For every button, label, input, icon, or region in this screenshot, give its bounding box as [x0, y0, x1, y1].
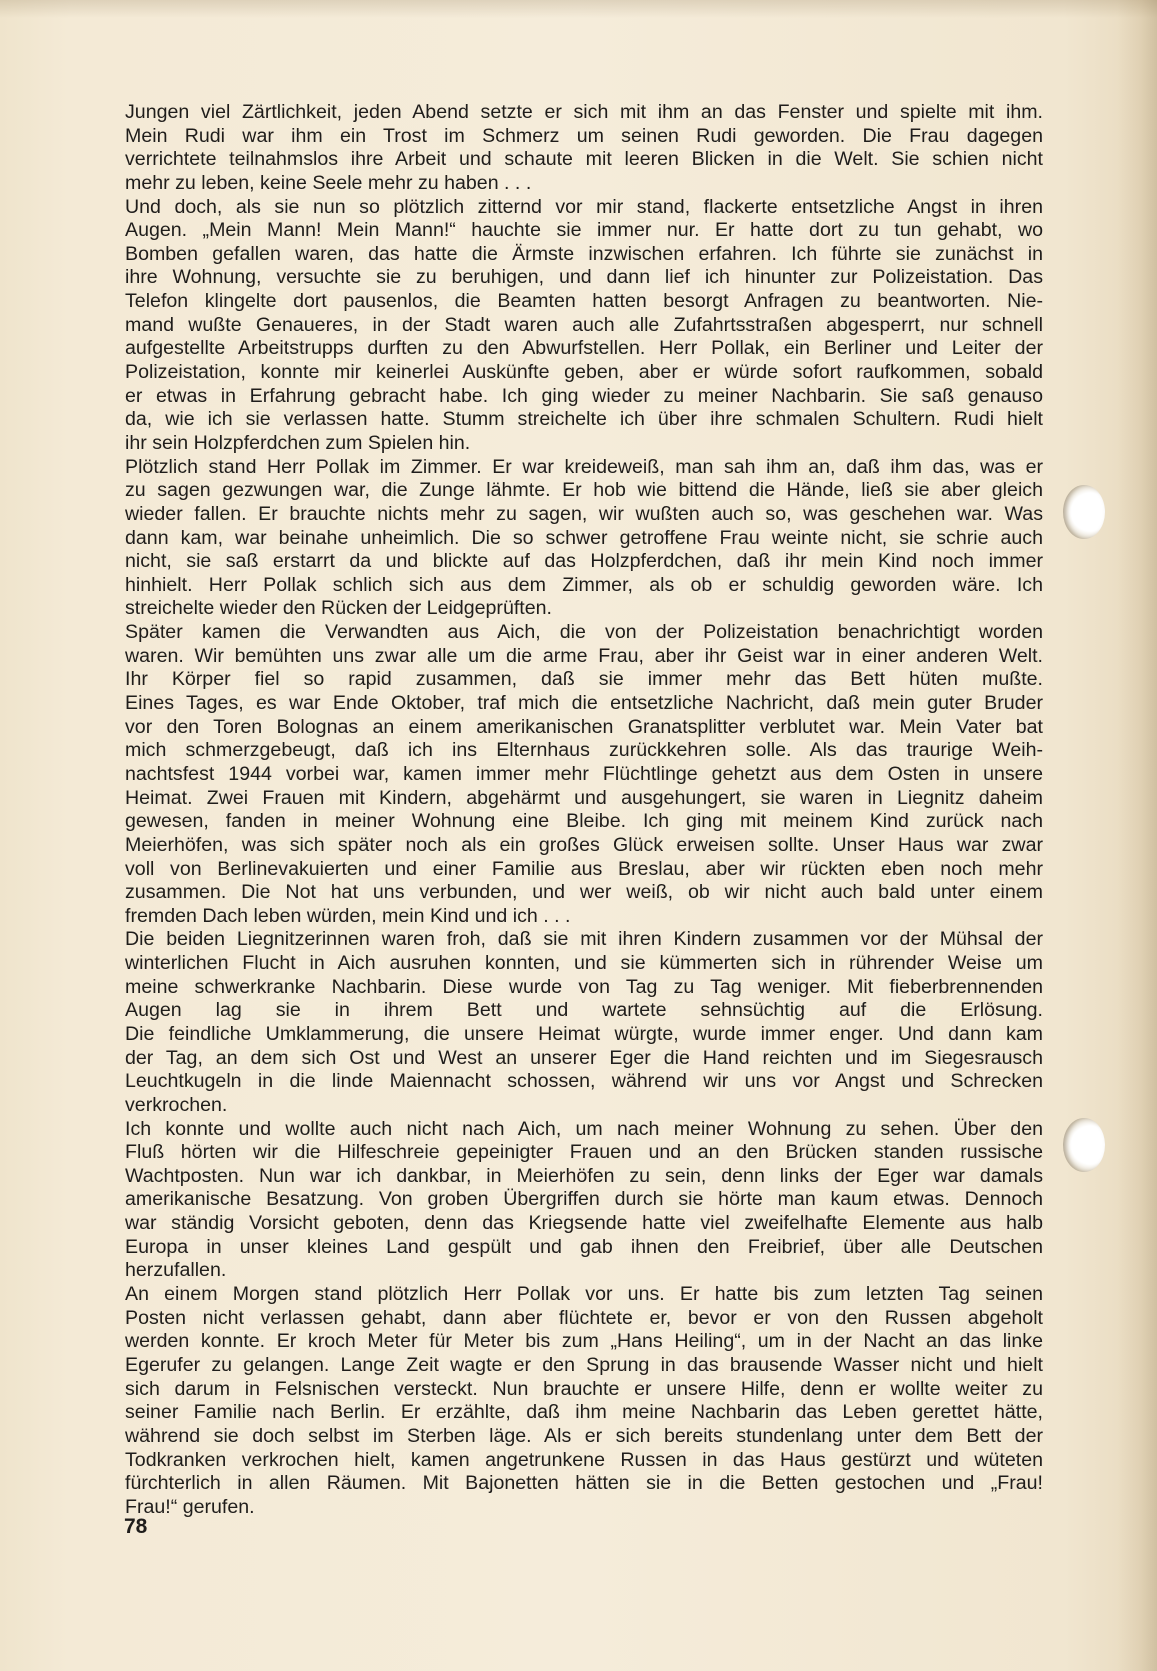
text-line: hinhielt. Herr Pollak schlich sich aus dem Zimmer, als ob er schuldig geworden wäre. Ich: [125, 573, 1043, 596]
text-line: sich darum in Felsnischen versteckt. Nun brauchte er unsere Hilfe, denn er wollte weiter zu: [125, 1377, 1043, 1400]
text-line: er etwas in Erfahrung gebracht habe. Ich ging wieder zu meiner Nachbarin. Sie saß genauso: [125, 384, 1043, 407]
text-line: nicht, sie saß erstarrt da und blickte auf das Holzpferdchen, daß ihr mein Kind noch immer: [125, 550, 1043, 573]
page-edge-shadow-right: [1117, 0, 1157, 1671]
text-line: werden konnte. Er kroch Meter für Meter bis zum „Hans Heiling“, um in der Nacht an das linke: [125, 1330, 1043, 1353]
text-line: meine schwerkranke Nachbarin. Diese wurde von Tag zu Tag weniger. Mit fieberbrennenden: [125, 975, 1043, 998]
text-line: Die feindliche Umklammerung, die unsere Heimat würgte, wurde immer enger. Und dann kam: [125, 1022, 1043, 1045]
text-line: Ihr Körper fiel so rapid zusammen, daß sie immer mehr das Bett hüten mußte.: [125, 668, 1043, 691]
punch-hole-upper: [1063, 485, 1105, 539]
text-line: mand wußte Genaueres, in der Stadt waren auch alle Zufahrtsstraßen abgesperrt, nur schnell: [125, 313, 1043, 336]
text-line: aufgestellte Arbeitstrupps durften zu den Abwurfstellen. Herr Pollak, ein Berliner und Leiter der: [125, 337, 1043, 360]
text-line: voll von Berlinevakuierten und einer Familie aus Breslau, aber wir rückten eben noch mehr: [125, 857, 1043, 880]
body-text: [125, 101, 1043, 1519]
text-line: An einem Morgen stand plötzlich Herr Pollak vor uns. Er hatte bis zum letzten Tag seinen: [125, 1283, 1043, 1306]
text-line: Telefon klingelte dort pausenlos, die Beamten hatten besorgt Anfragen zu beantworten. Nie-: [125, 290, 1043, 313]
text-line: mich schmerzgebeugt, daß ich ins Elternhaus zurückkehren solle. Als das traurige Weih-: [125, 739, 1043, 762]
text-line: wieder fallen. Er brauchte nichts mehr zu sagen, wir wußten auch so, was geschehen war. Was: [125, 502, 1043, 525]
text-line: Plötzlich stand Herr Pollak im Zimmer. Er war kreideweiß, man sah ihm an, daß ihm das, was er: [125, 455, 1043, 478]
text-line: ihre Wohnung, versuchte sie zu beruhigen, und dann lief ich hinunter zur Polizeistation. Das: [125, 266, 1043, 289]
text-line: Eines Tages, es war Ende Oktober, traf mich die entsetzliche Nachricht, daß mein guter Bruder: [125, 692, 1043, 715]
text-line: dann kam, war beinahe unheimlich. Die so schwer getroffene Frau weinte nicht, sie schrie auch: [125, 526, 1043, 549]
text-line: Heimat. Zwei Frauen mit Kindern, abgehärmt und ausgehungert, sie waren in Liegnitz daheim: [125, 786, 1043, 809]
text-line: Ich konnte und wollte auch nicht nach Aich, um nach meiner Wohnung zu sehen. Über den: [125, 1117, 1043, 1140]
text-line: Später kamen die Verwandten aus Aich, die von der Polizeistation benachrichtigt worden: [125, 621, 1043, 644]
text-line: herzufallen.: [125, 1259, 227, 1282]
text-line: Augen. „Mein Mann! Mein Mann!“ hauchte sie immer nur. Er hatte dort zu tun gehabt, wo: [125, 219, 1043, 242]
text-line: waren. Wir bemühten uns zwar alle um die arme Frau, aber ihr Geist war in einer anderen Welt.: [125, 644, 1043, 667]
text-line: verrichtete teilnahmslos ihre Arbeit und schaute mit leeren Blicken in die Welt. Sie schien nicht: [125, 148, 1043, 171]
text-line: war ständig Vorsicht geboten, denn das Kriegsende hatte viel zweifelhafte Elemente aus halb: [125, 1212, 1043, 1235]
text-line: nachtsfest 1944 vorbei war, kamen immer mehr Flüchtlinge gehetzt aus dem Osten in unsere: [125, 762, 1043, 785]
text-line: Egerufer zu gelangen. Lange Zeit wagte er den Sprung in das brausende Wasser nicht und hielt: [125, 1353, 1043, 1376]
text-line: Die beiden Liegnitzerinnen waren froh, daß sie mit ihren Kindern zusammen vor der Mühsal der: [125, 928, 1043, 951]
text-line: Meierhöfen, was sich später noch als ein großes Glück erweisen sollte. Unser Haus war zwar: [125, 833, 1043, 856]
text-line: amerikanische Besatzung. Von groben Übergriffen durch sie hörte man kaum etwas. Dennoch: [125, 1188, 1043, 1211]
text-line: Bomben gefallen waren, das hatte die Ärmste inzwischen erfahren. Ich führte sie zunächst in: [125, 242, 1043, 265]
text-line: Wachtposten. Nun war ich dankbar, in Meierhöfen zu sein, denn links der Eger war damals: [125, 1164, 1043, 1187]
text-line: Augen lag sie in ihrem Bett und wartete sehnsüchtig auf die Erlösung.: [125, 999, 1043, 1022]
text-line: zusammen. Die Not hat uns verbunden, und wer weiß, ob wir nicht auch bald unter einem: [125, 881, 1043, 904]
text-line: Todkranken verkrochen hielt, kamen angetrunkene Russen in das Haus gestürzt und wüteten: [125, 1448, 1043, 1471]
text-line: Mein Rudi war ihm ein Trost im Schmerz um seinen Rudi geworden. Die Frau dagegen: [125, 124, 1043, 147]
text-line: Und doch, als sie nun so plötzlich zitternd vor mir stand, flackerte entsetzliche Angst in ihren: [125, 195, 1043, 218]
text-line: der Tag, an dem sich Ost und West an unserer Eger die Hand reichten und im Siegesrausch: [125, 1046, 1043, 1069]
text-line: Polizeistation, konnte mir keinerlei Auskünfte geben, aber er würde sofort raufkommen, sobald: [125, 361, 1043, 384]
text-line: Europa in unser kleines Land gespült und gab ihnen den Freibrief, über alle Deutschen: [125, 1235, 1043, 1258]
text-line: winterlichen Flucht in Aich ausruhen konnten, und sie kümmerten sich in rührender Weise um: [125, 952, 1043, 975]
text-line: Jungen viel Zärtlichkeit, jeden Abend setzte er sich mit ihm an das Fenster und spielte mit ihm.: [125, 101, 1043, 123]
text-line: Leuchtkugeln in die linde Maiennacht schossen, während wir uns vor Angst und Schrecken: [125, 1070, 1043, 1093]
text-line: ihr sein Holzpferdchen zum Spielen hin.: [125, 431, 471, 454]
text-line: fremden Dach leben würden, mein Kind und ich . . .: [125, 904, 571, 927]
text-line: da, wie ich sie verlassen hatte. Stumm streichelte ich über ihre schmalen Schultern. Rudi hielt: [125, 408, 1043, 431]
page-edge-shadow-top: [0, 0, 1157, 18]
text-line: gewesen, fanden in meiner Wohnung eine Bleibe. Ich ging mit meinem Kind zurück nach: [125, 810, 1043, 833]
text-line: vor den Toren Bolognas an einem amerikanischen Granatsplitter verblutet war. Mein Vater bat: [125, 715, 1043, 738]
text-line: mehr zu leben, keine Seele mehr zu haben . . .: [125, 171, 532, 194]
text-line: während sie doch selbst im Sterben läge. Als er sich bereits stundenlang unter dem Bett der: [125, 1424, 1043, 1447]
text-line: seiner Familie nach Berlin. Er erzählte, daß ihm meine Nachbarin das Leben gerettet hätte,: [125, 1401, 1043, 1424]
text-line: zu sagen gezwungen war, die Zunge lähmte. Er hob wie bittend die Hände, ließ sie aber gleich: [125, 479, 1043, 502]
text-line: Posten nicht verlassen gehabt, dann aber flüchtete er, bevor er von den Russen abgeholt: [125, 1306, 1043, 1329]
text-line: Frau!“ gerufen.: [125, 1495, 255, 1518]
punch-hole-lower: [1063, 1118, 1105, 1172]
text-line: verkrochen.: [125, 1093, 228, 1116]
page-number: 78: [124, 1515, 148, 1538]
text-line: fürchterlich in allen Räumen. Mit Bajonetten hätten sie in die Betten gestochen und „Frau!: [125, 1472, 1043, 1495]
text-line: streichelte wieder den Rücken der Leidgeprüften.: [125, 597, 552, 620]
text-line: Fluß hörten wir die Hilfeschreie gepeinigter Frauen und an den Brücken standen russische: [125, 1141, 1043, 1164]
